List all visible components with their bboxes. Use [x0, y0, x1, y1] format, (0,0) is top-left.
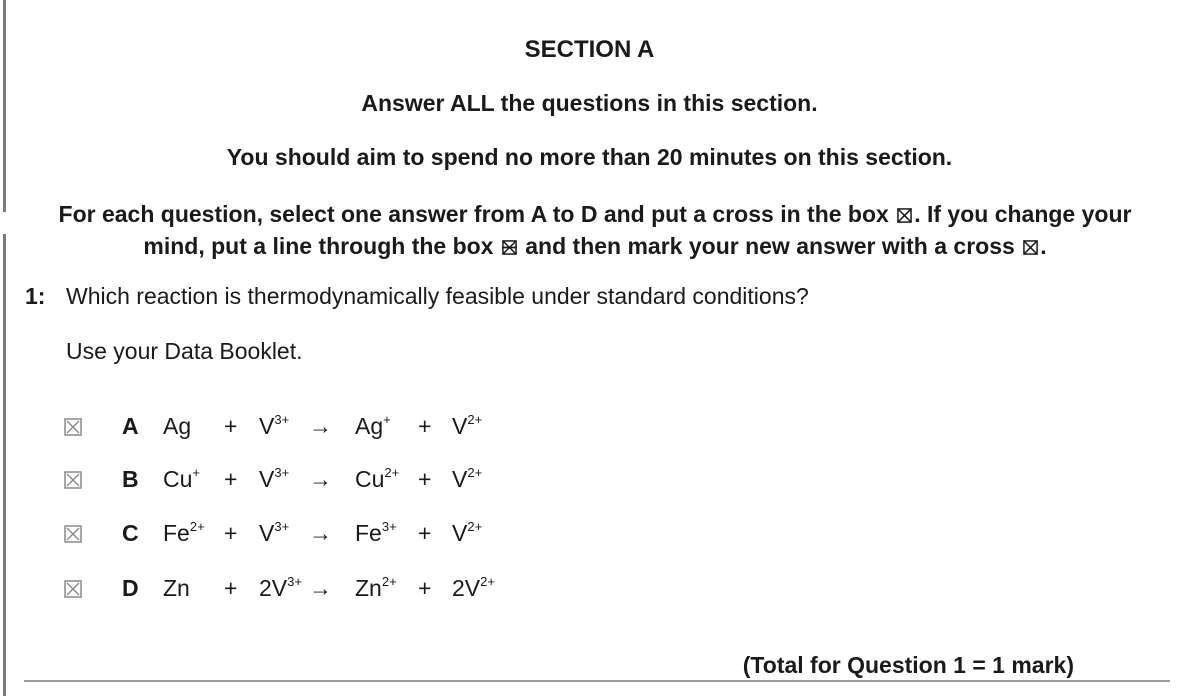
question-total-marks: (Total for Question 1 = 1 mark) [742, 652, 1074, 678]
plus-sign: + [418, 575, 432, 601]
plus-sign: + [418, 520, 432, 546]
answer-all-instruction: Answer ALL the questions in this section. [361, 90, 818, 116]
crossed-box-icon [1023, 240, 1038, 255]
product-2: $2V^{2+}$ [452, 574, 495, 601]
crossed-box-icon [897, 208, 912, 223]
bottom-rule [24, 680, 1170, 682]
instr-part2: . If you change your mind, put a line through the box [143, 201, 1132, 259]
product-1: $Zn^{2+}$ [355, 574, 397, 601]
answer-option-c [0, 518, 700, 552]
left-margin-gap [3, 212, 6, 234]
reaction-arrow: → [309, 520, 332, 546]
answer-checkbox-d[interactable] [64, 580, 82, 598]
reactant-2: $V^{3+}$ [259, 465, 290, 492]
reactant-2: $2V^{3+}$ [259, 574, 302, 601]
plus-sign: + [224, 575, 238, 601]
instr-part1: For each question, select one answer from A to D and put a cross in the box [58, 201, 889, 227]
product-1: $Fe^{3+}$ [355, 519, 397, 546]
reactant-1: Cu+ [163, 465, 200, 492]
reaction-arrow: → [309, 466, 332, 492]
answer-checkbox-b[interactable] [64, 471, 82, 489]
product-2: $V^{2+}$ [452, 412, 483, 439]
question-subtext: Use your Data Booklet. [66, 338, 303, 364]
reactant-2: $V^{3+}$ [259, 519, 290, 546]
answer-option-d [0, 573, 700, 607]
instr-part4: . [1040, 233, 1047, 259]
plus-sign: + [224, 520, 238, 546]
plus-sign: + [224, 466, 238, 492]
answer-checkbox-c[interactable] [64, 525, 82, 543]
time-advice: You should aim to spend no more than 20 minutes on this section. [226, 144, 953, 170]
option-letter: C [122, 520, 139, 546]
answer-checkbox-a[interactable] [64, 418, 82, 436]
struck-box-icon [502, 240, 517, 255]
product-2: $V^{2+}$ [452, 465, 483, 492]
option-letter: A [122, 413, 139, 439]
question-number: 1: [25, 283, 46, 309]
plus-sign: + [224, 413, 238, 439]
answer-option-a [0, 411, 700, 445]
answer-option-b [0, 464, 700, 498]
reactant-1: $Fe^{2+}$ [163, 519, 205, 546]
question-text: Which reaction is thermodynamically feasible under standard conditions? [66, 283, 809, 309]
option-letter: B [122, 466, 139, 492]
reaction-arrow: → [309, 575, 332, 601]
section-title: SECTION A [524, 36, 655, 63]
reactant-2: $V^{3+}$ [259, 412, 290, 439]
product-2: $V^{2+}$ [452, 519, 483, 546]
cross-instructions [30, 198, 1160, 262]
option-letter: D [122, 575, 139, 601]
plus-sign: + [418, 466, 432, 492]
reactant-1: Zn [163, 575, 190, 601]
product-1: Ag+ [355, 412, 391, 439]
reactant-1: Ag [163, 413, 192, 439]
plus-sign: + [418, 413, 432, 439]
reaction-arrow: → [309, 413, 332, 439]
product-1: $Cu^{2+}$ [355, 465, 400, 492]
instr-part3: and then mark your new answer with a cross [525, 233, 1015, 259]
